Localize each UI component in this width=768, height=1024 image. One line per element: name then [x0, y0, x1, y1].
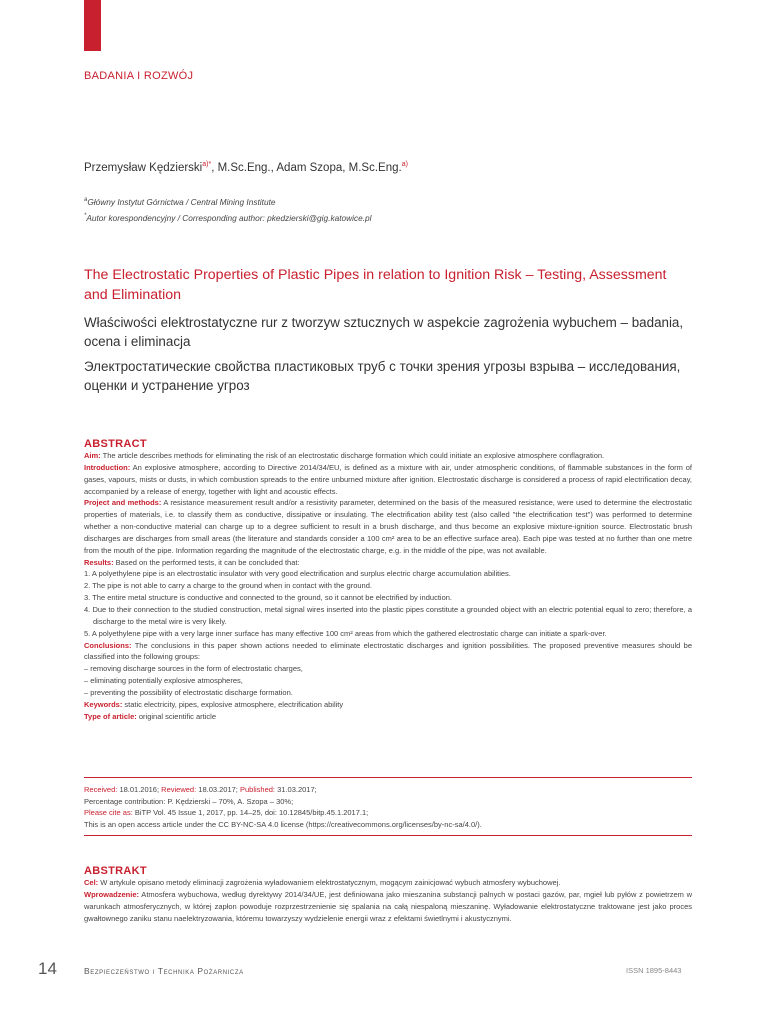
affiliation-2-text: Autor korespondencyjny / Corresponding author: pkedzierski@gig.katowice.pl — [86, 212, 372, 223]
conclusions-text: The conclusions in this paper shown actions needed to eliminate electrostatic discharges and ignition possibilities. The proposed preventive measures should be classified into the following groups: — [84, 640, 692, 662]
results-list — [84, 568, 692, 639]
received-date: 18.01.2016; — [117, 785, 162, 794]
list-item: 5. A polyethylene pipe with a very large inner surface has many effective 100 cm² areas from which the gathered electrostatic charge can initiate a spark-over. — [84, 628, 607, 638]
author-2-name: Adam Szopa — [276, 161, 343, 174]
affiliations — [84, 193, 371, 225]
list-item: – removing discharge sources in the form of electrostatic charges, — [84, 664, 303, 674]
wprowadzenie-label: Wprowadzenie: — [84, 889, 140, 899]
affiliation-2 — [84, 209, 371, 225]
contribution-line: Percentage contribution: P. Kędzierski – 70%, A. Szopa – 30%; — [84, 796, 294, 806]
reviewed-label: Reviewed: — [161, 785, 197, 794]
list-item: 3. The entire metal structure is conductive and connected to the ground, so it cannot be electrified by induction. — [84, 593, 452, 603]
abstract-methods — [84, 497, 692, 556]
received-label: Received: — [84, 785, 118, 794]
authors-line — [84, 161, 408, 174]
results-text: Based on the performed tests, it can be concluded that: — [113, 557, 300, 567]
list-item: – preventing the possibility of electrostatic discharge formation. — [84, 687, 293, 697]
page-number: 14 — [38, 959, 57, 978]
list-item: 1. A polyethylene pipe is an electrostatic insulator with very good electrification and surplus electric charge accumulation abilities. — [84, 569, 511, 579]
dates-line — [84, 784, 692, 796]
author-1-sup: a)* — [202, 161, 212, 168]
cite-line — [84, 807, 692, 819]
abstrakt-heading: ABSTRAKT — [84, 865, 147, 877]
abstract-type — [84, 711, 692, 723]
intro-label: Introduction: — [84, 462, 131, 472]
abstract-conclusions — [84, 640, 692, 664]
divider-top — [84, 777, 692, 778]
abstract-results — [84, 557, 692, 569]
list-item: – eliminating potentially explosive atmospheres, — [84, 676, 243, 686]
journal-name: Bezpieczeństwo i Technika Pożarnicza — [84, 966, 244, 976]
divider-bottom — [84, 835, 692, 836]
abstract-introduction — [84, 462, 692, 498]
cel-label: Cel: — [84, 878, 99, 887]
affiliation-1 — [84, 193, 371, 209]
affiliation-1-sup: a — [84, 197, 88, 203]
abstrakt-cel — [84, 877, 692, 889]
methods-label: Project and methods: — [84, 498, 162, 508]
article-meta — [84, 784, 692, 830]
abstract-section — [84, 438, 692, 722]
aim-text: The article describes methods for eliminating the risk of an electrostatic discharge formation which could initiate an explosive atmosphere conflagration. — [100, 451, 605, 460]
methods-text: A resistance measurement result and/or a resistivity parameter, determined on the basis of the measured resistance, were used to determine the electrostatic properties of materials, i.e. to classify them as conductive, dissipative or insulating. The electrification ability test (also called "the electrification test") was performed to determine whether a non-conductive material can charge up to a degree sufficient to result in a brush discharge, and thus become an explosive mixture-ignition source. Electrostatic brush discharges are discharges from small areas (the literature and standards consider a 100 cm² area to be an effective surface area). Each pipe was tested at no further than one metre from the mouth of the pipe. Information regarding the magnitude of the electrostatic charge, e.g. in the middle of the pipe, was not available. — [84, 498, 692, 555]
abstract-heading: ABSTRACT — [84, 438, 147, 450]
affiliation-2-sup: * — [84, 212, 87, 219]
conclusions-label: Conclusions: — [84, 640, 132, 650]
reviewed-date: 18.03.2017; — [196, 785, 240, 794]
author-2-sup: a) — [401, 161, 408, 168]
list-item: 4. Due to their connection to the studied construction, metal signal wires inserted into the plastic pipes constitute a grounded object with an electric potential equal to zero; therefore, a discharge to the metal wire is very likely. — [84, 604, 692, 626]
abstrakt-section — [84, 865, 692, 924]
cite-label: Please cite as: — [84, 808, 133, 818]
issn: ISSN 1895-8443 — [626, 966, 682, 975]
aim-label: Aim: — [84, 451, 101, 460]
cel-text: W artykule opisano metody eliminacji zagrożenia wyładowaniem elektrostatycznym, mogącym zainicjować wybuch atmosfery wybuchowej. — [98, 878, 561, 887]
abstract-keywords — [84, 699, 692, 711]
keywords-text: static electricity, pipes, explosive atmosphere, electrification ability — [122, 699, 344, 709]
intro-text: An explosive atmosphere, according to Directive 2014/34/EU, is defined as a mixture with air, under atmospheric conditions, of flammable substances in the form of gases, vapours, mists or dusts, in which combustion spreads to the entire unburned mixture after ignition. Electrostatic discharge is considered a process of rapid electrification decay, accompanied by a release of energy, together with light and acoustic effects. — [84, 462, 692, 496]
conclusions-list — [84, 663, 692, 699]
section-label: BADANIA I ROZWÓJ — [84, 70, 194, 82]
abstract-aim — [84, 450, 692, 462]
type-label: Type of article: — [84, 711, 137, 721]
cite-text: BiTP Vol. 45 Issue 1, 2017, pp. 14–25, doi: 10.12845/bitp.45.1.2017.1; — [132, 808, 369, 818]
title-english: The Electrostatic Properties of Plastic Pipes in relation to Ignition Risk – Testing, Assessment and Elimination — [84, 267, 667, 303]
published-date: 31.03.2017; — [275, 785, 317, 794]
affiliation-1-text: Główny Instytut Górnictwa / Central Mining Institute — [87, 196, 276, 207]
keywords-label: Keywords: — [84, 699, 123, 709]
type-text: original scientific article — [136, 711, 216, 721]
title-polish: Właściwości elektrostatyczne rur z tworzyw sztucznych w aspekcie zagrożenia wybuchem – badania, ocena i eliminacja — [84, 315, 684, 349]
results-label: Results: — [84, 557, 114, 567]
author-1-degree: , M.Sc.Eng., — [211, 161, 277, 174]
license-line: This is an open access article under the CC BY-NC-SA 4.0 license (https://creativecommons.org/licenses/by-nc-sa/4.0/). — [84, 819, 482, 829]
abstrakt-wprowadzenie — [84, 889, 692, 925]
published-label: Published: — [239, 785, 276, 794]
title-russian: Электростатические свойства пластиковых труб с точки зрения угрозы взрыва – исследования, оценки и устранение угроз — [84, 359, 681, 393]
list-item: 2. The pipe is not able to carry a charge to the ground when in contact with the ground. — [84, 581, 372, 591]
author-2-degree: , M.Sc.Eng. — [342, 161, 402, 174]
author-1-name: Przemysław Kędzierski — [84, 161, 203, 174]
corner-accent-bar — [84, 0, 101, 51]
wprowadzenie-text: Atmosfera wybuchowa, według dyrektywy 2014/34/UE, jest definiowana jako mieszanina substancji palnych w postaci gazów, par, mgieł lub pyłów z powietrzem w warunkach atmosferycznych, w której zapłon powoduje rozprzestrzenienie się spalania na całą niespaloną mieszaninę. Wyładowanie elektrostatyczne traktowane jest jako proces gwałtownego zaniku stanu naelektryzowania, któremu towarzyszy wydzielenie energii wraz z efektami świetlnymi i akustycznymi. — [84, 889, 692, 923]
